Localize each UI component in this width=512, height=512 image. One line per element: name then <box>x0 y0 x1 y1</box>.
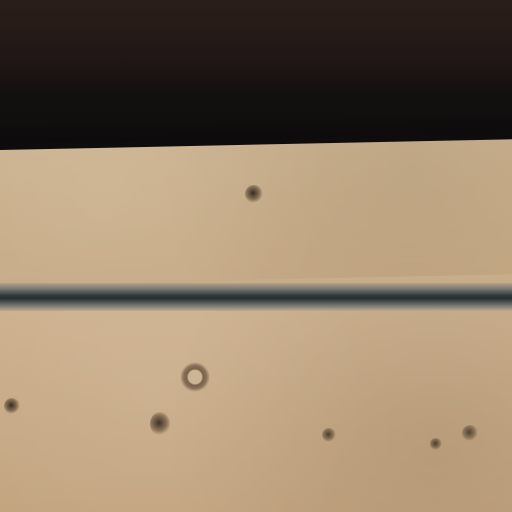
surface-pit <box>322 428 336 442</box>
surface-pit <box>150 412 170 436</box>
surface-pit <box>430 438 442 450</box>
horizontal-groove <box>0 283 512 311</box>
surface-pit <box>4 398 20 414</box>
surface-pit <box>245 185 263 203</box>
surface-pit <box>462 425 478 441</box>
surface-pit-ring <box>178 360 212 394</box>
lower-surface-panel <box>0 311 512 512</box>
upper-surface-panel <box>0 139 512 285</box>
